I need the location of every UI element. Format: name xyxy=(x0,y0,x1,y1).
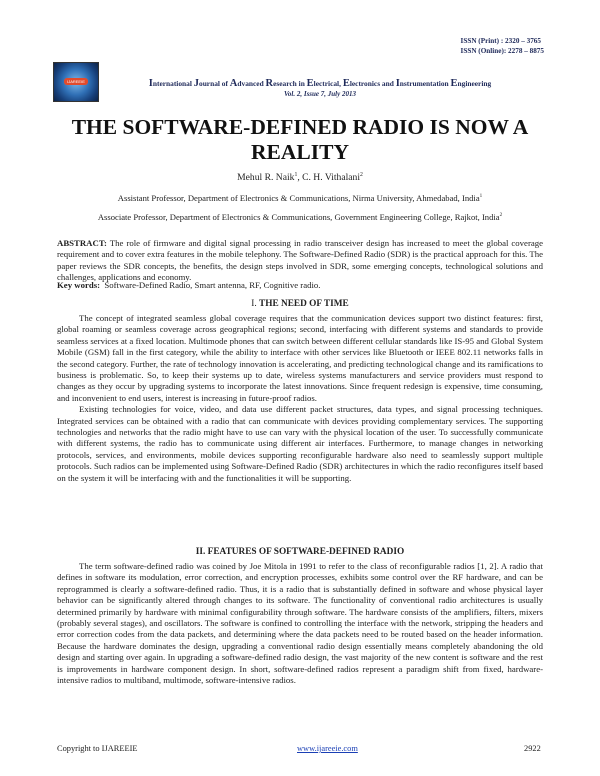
keywords-label: Key words: xyxy=(57,280,101,290)
issn-online: ISSN (Online): 2278 – 8875 xyxy=(460,47,544,55)
affiliation-2-sup: 2 xyxy=(499,212,503,219)
section-1-number: I. xyxy=(251,299,260,309)
affiliation-2-text: Associate Professor, Department of Electronics & Communications, Government Engineering College, Rajkot, India xyxy=(97,212,500,222)
author-2: C. H. Vithalani xyxy=(302,172,360,183)
affiliation-1-text: Assistant Professor, Department of Electronics & Communications, Nirma University, Ahmedabad, India xyxy=(117,193,480,203)
journal-word: ngineering xyxy=(457,79,492,88)
title-line-1: THE SOFTWARE-DEFINED RADIO IS NOW A xyxy=(71,115,529,139)
paragraph: The concept of integrated seamless global coverage requires that the communication devices support two distinct features: first, global roaming or seamless coverage across geographical regions; second, interfacing with different systems and standards to provide seamless services at a fixed location. Multimode phones that can switch between different cellular standards like IS-95 and Global System Mobile (GSM) fall in the first category, while the ability to interface with other services like Bluetooth or IEEE 802.11 networks falls in the second category. Further, the rate of technology innovation is accelerating, and predicting technological change and its ramifications to business is problematic. So, to keep their systems up to date, wireless systems manufacturers and service providers must respond to changes as they occur by upgrading systems to incorporate the latest innovations. Since frequent redesign is expensive, time consuming, and inconvenient to end users, interest is increasing in future-proof radios. xyxy=(57,313,543,403)
paper-title xyxy=(40,115,560,165)
affiliation-2 xyxy=(40,212,560,222)
journal-initial: A xyxy=(229,78,238,89)
journal-initial: R xyxy=(265,78,274,89)
journal-initial: J xyxy=(193,78,199,89)
paragraph: Existing technologies for voice, video, and data use different packet structures, data types, and signal processing techniques. Integrated services can be obtained with a radio that can communicate with devices providing complementary services. The supporting technologies and networks that the radio might have to use can vary with the physical location of the user. To successfully communicate with different systems, the radio has to communicate using different air interfaces. Furthermore, to manage changes in networking protocols, services, and environments, mobile devices supporting reconfigurable hardware also need to seamlessly support multiple protocols. Such radios can be implemented using Software-Defined Radio (SDR) architectures in which the radio reconfigures itself based on the system it will be interfacing with and the functionalities it will be supporting. xyxy=(57,404,543,483)
affiliation-1-sup: 1 xyxy=(479,193,483,200)
journal-word: lectrical, xyxy=(313,79,343,88)
journal-logo xyxy=(53,62,99,102)
journal-word: ournal of xyxy=(199,79,230,88)
journal-word: dvanced xyxy=(237,79,266,88)
issn-block xyxy=(461,36,544,56)
section-1-title: THE NEED OF TIME xyxy=(259,299,349,309)
affiliation-1 xyxy=(40,193,560,203)
section-1-body xyxy=(57,313,543,484)
author-sep: , xyxy=(297,172,303,183)
journal-volume: Vol. 2, Issue 7, July 2013 xyxy=(284,90,356,98)
title-line-2: REALITY xyxy=(251,140,349,164)
journal-word: lectronics and xyxy=(349,79,396,88)
journal-initial: E xyxy=(306,78,314,89)
journal-initial: E xyxy=(450,78,458,89)
journal-name xyxy=(120,78,520,89)
journal-word: esearch in xyxy=(273,79,307,88)
author-1: Mehul R. Naik xyxy=(237,172,295,183)
keywords xyxy=(57,280,543,291)
section-2-heading: II. FEATURES OF SOFTWARE-DEFINED RADIO xyxy=(195,547,405,557)
logo-badge: IJAREEIE xyxy=(64,78,88,85)
authors xyxy=(40,172,560,183)
section-2-body xyxy=(57,561,543,686)
author-2-sup: 2 xyxy=(359,171,363,178)
abstract-label: ABSTRACT: xyxy=(57,238,107,248)
keywords-text: Software-Defined Radio, Smart antenna, RF, Cognitive radio. xyxy=(100,280,321,290)
footer-website-link[interactable]: www.ijareeie.com xyxy=(297,744,358,753)
paragraph: The term software-defined radio was coined by Joe Mitola in 1991 to refer to the class of reconfigurable radios [1, 2]. A radio that defines in software its modulation, error correction, and encryption processes, exhibits some control over the RF hardware, and can be reprogrammed is clearly a software-defined radio. Thus, it is a radio that is substantially defined in software and whose physical layer behavior can be significantly altered through changes to its software. The functionality of conventional radio architectures is usually determined primarily by hardware with minimal configurability through software. The hardware consists of the amplifiers, filters, mixers (probably several stages), and oscillators. The software is confined to controlling the interface with the network, stripping the headers and error correction codes from the data packets, and determining where the data packets need to be routed based on the header information. Because the hardware dominates the design, upgrading a conventional radio design essentially means completely abandoning the old design and starting over again. In upgrading a software-defined radio design, the vast majority of the new content is software and the rest is improvements in hardware component design. In short, software-defined radios represent a paradigm shift from fixed, hardware-intensive radios to multiband, multimode, software-intensive radios. xyxy=(57,561,543,686)
author-1-sup: 1 xyxy=(294,171,298,178)
footer-copyright: Copyright to IJAREEIE xyxy=(57,744,138,753)
issn-print: ISSN (Print) : 2320 – 3765 xyxy=(460,37,541,45)
section-1-heading xyxy=(57,299,543,309)
journal-word: nternational xyxy=(152,79,194,88)
journal-initial: I xyxy=(395,78,400,89)
journal-word: nstrumentation xyxy=(399,79,451,88)
journal-initial: I xyxy=(148,78,153,89)
journal-initial: E xyxy=(342,78,350,89)
abstract xyxy=(57,238,543,284)
footer-page-number: 2922 xyxy=(524,744,541,753)
abstract-text: The role of firmware and digital signal processing in radio transceiver design has increased to meet the global coverage requirement and to cover extra features in the mobile telephony. The Software-Defined Radio (SDR) is the practical approach for this. The paper reviews the SDR concepts, the benefits, the design steps involved in SDR, some emerging concepts, technological solutions and challenges, applications and economy. xyxy=(57,238,543,283)
